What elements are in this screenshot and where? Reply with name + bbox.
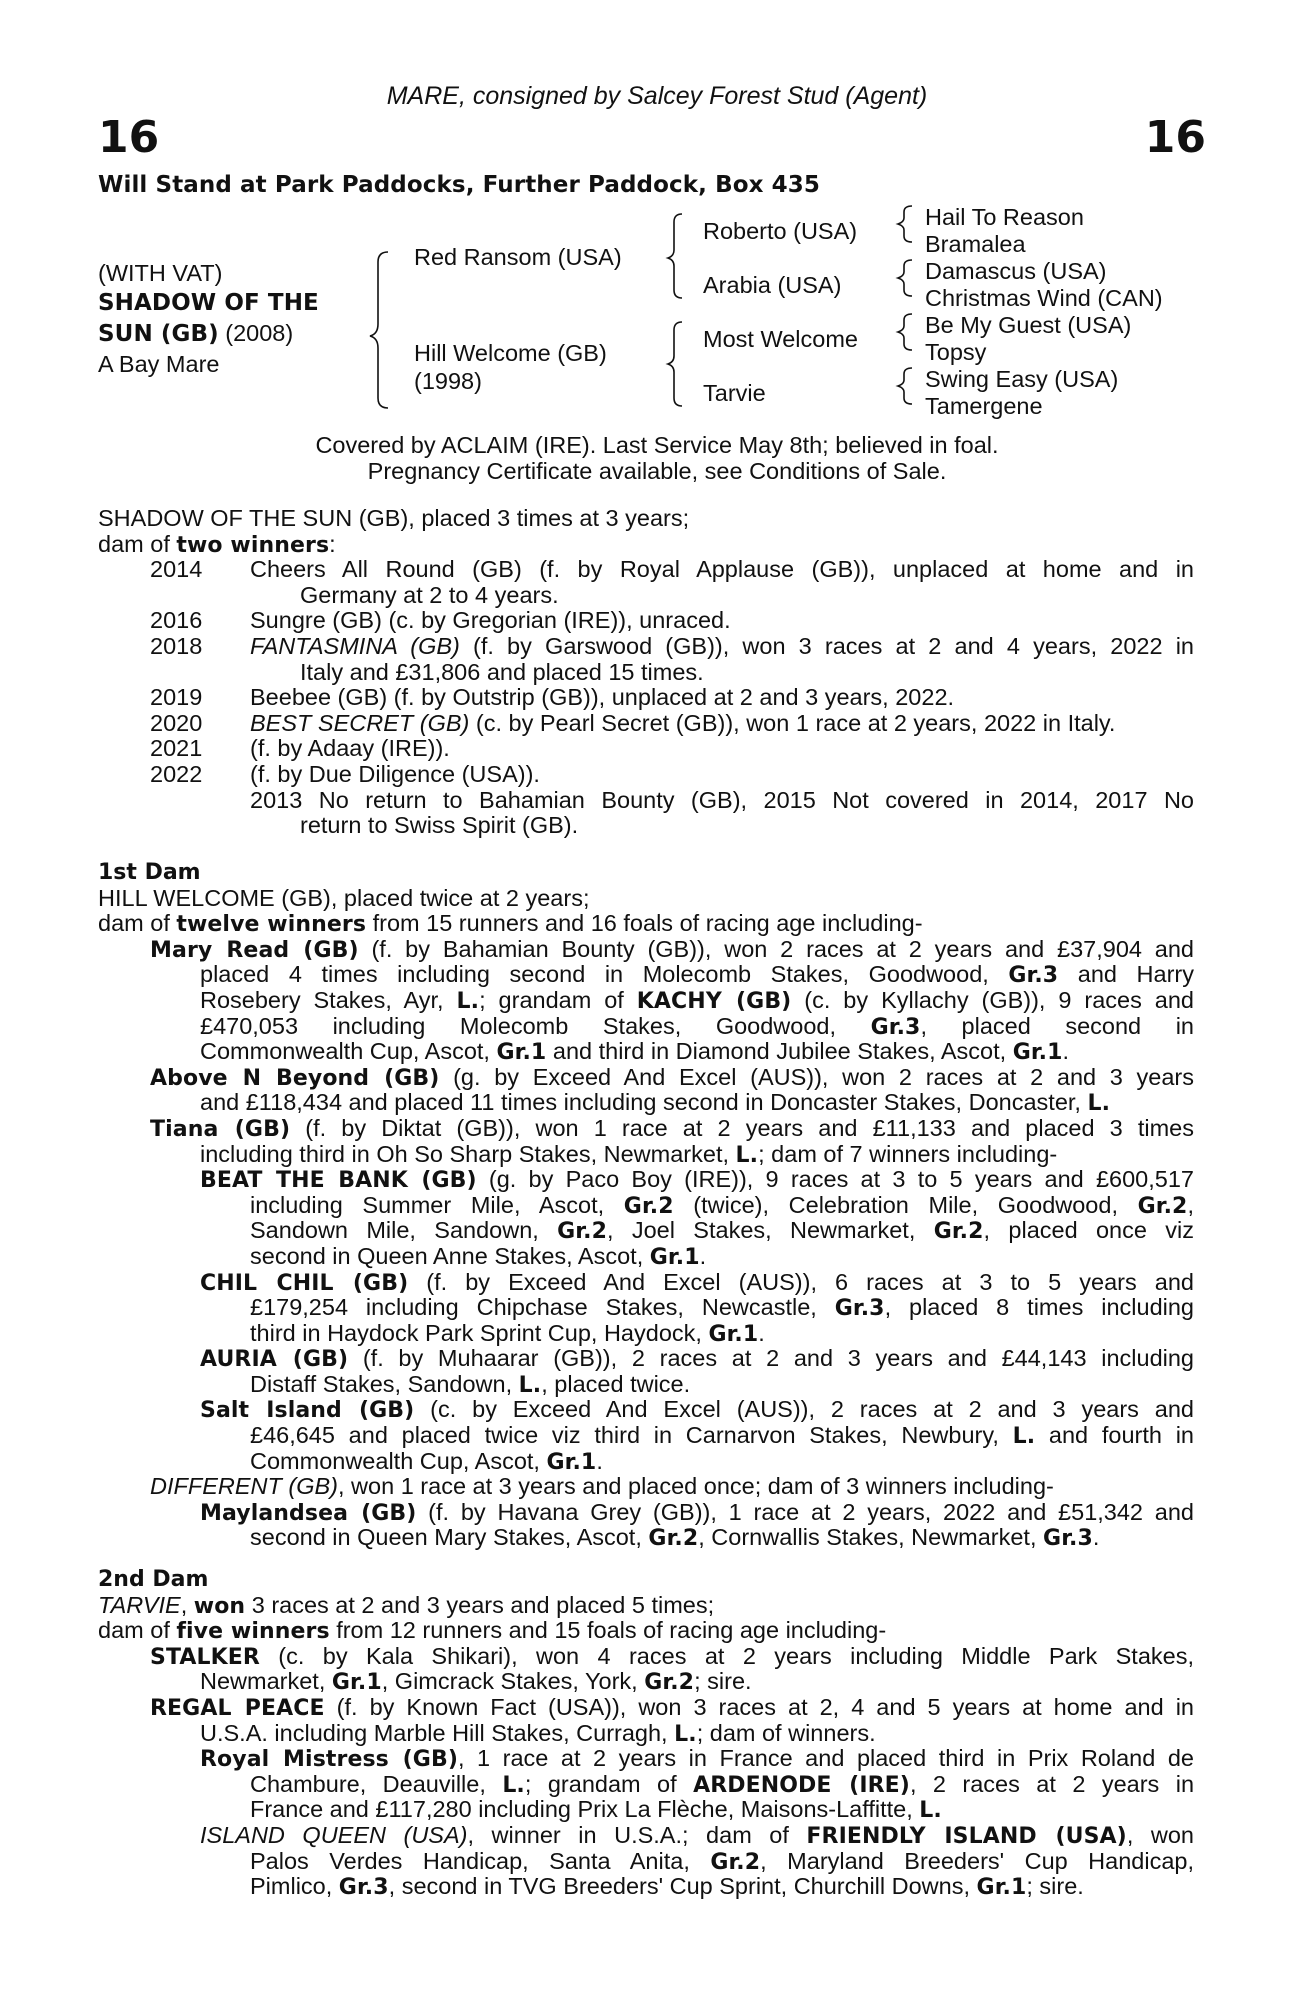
grade: Gr.1 xyxy=(1012,1040,1063,1066)
text-bold: twelve winners xyxy=(176,912,367,938)
entry-salt-island-cont xyxy=(98,1449,1194,1475)
entry-different xyxy=(98,1474,1194,1500)
dam-name: Hill Welcome (GB) xyxy=(414,340,607,366)
horse-name: Mary Read (GB) xyxy=(150,937,359,963)
produce-text: (c. by Pearl Secret (GB)), won 1 race at 2 years, 2022 in Italy. xyxy=(469,709,1116,736)
produce-2018-cont: Italy and £31,806 and placed 15 times. xyxy=(300,658,704,685)
produce-dam-of xyxy=(98,532,1194,558)
grade: Gr.3 xyxy=(1008,963,1059,988)
text: and fourth in xyxy=(1035,1423,1194,1449)
listed: L. xyxy=(735,1142,759,1168)
text: , Joel Stakes, Newmarket, xyxy=(606,1218,934,1244)
text-bold: won xyxy=(193,1593,246,1619)
text: third in Haydock Park Sprint Cup, Haydock, xyxy=(250,1319,709,1346)
text: , winner in U.S.A.; dam of xyxy=(467,1822,807,1848)
produce-2021 xyxy=(98,736,1194,762)
first-dam-section xyxy=(98,860,1194,1551)
text: dam of xyxy=(98,910,177,937)
entry-maylandsea-cont xyxy=(98,1525,1194,1551)
grade: Gr.1 xyxy=(708,1321,759,1347)
produce-notes-cont: return to Swiss Spirit (GB). xyxy=(300,812,579,839)
stand-location: Will Stand at Park Paddocks, Further Paddock, Box 435 xyxy=(98,172,820,198)
text: , placed twice. xyxy=(541,1370,691,1397)
horse-name: Maylandsea (GB) xyxy=(200,1500,417,1526)
listed: L. xyxy=(919,1798,942,1824)
dam-sire: Most Welcome xyxy=(703,326,858,352)
grade: Gr.1 xyxy=(976,1875,1027,1901)
text: dam of xyxy=(98,530,177,557)
second-dam-line2 xyxy=(98,1618,1194,1644)
horse-name: Tiana (GB) xyxy=(150,1116,291,1142)
text-bold: five winners xyxy=(176,1619,330,1645)
entry-beat-the-bank xyxy=(98,1167,1194,1193)
entry-royal-mistress-cont xyxy=(98,1772,1194,1798)
brace-dd xyxy=(898,368,912,404)
entry-beat-the-bank-cont xyxy=(98,1218,1194,1244)
year: 2018 xyxy=(150,632,203,659)
text: (f. by Exceed And Excel (AUS)), 6 races at 3 to 5 years and xyxy=(408,1269,1194,1295)
entry-royal-mistress-cont xyxy=(98,1797,1194,1823)
first-dam-line1: HILL WELCOME (GB), placed twice at 2 years; xyxy=(98,884,590,911)
text-bold: two winners xyxy=(176,532,330,558)
produce-text: (f. by Garswood (GB)), won 3 races at 2 and 4 years, 2022 in xyxy=(459,633,1194,659)
text: ; dam of 7 winners including- xyxy=(758,1140,1058,1167)
horse-name: Royal Mistress (GB) xyxy=(200,1747,458,1772)
year: 2022 xyxy=(150,760,203,787)
grade: Gr.3 xyxy=(834,1296,885,1321)
horse-name: BEAT THE BANK (GB) xyxy=(200,1168,477,1193)
entry-tiana xyxy=(98,1116,1194,1142)
entry-beat-the-bank-cont xyxy=(98,1193,1194,1219)
entry-salt-island xyxy=(98,1397,1194,1423)
text: , Gimcrack Stakes, York, xyxy=(381,1668,645,1695)
text: (f. by Havana Grey (GB)), 1 race at 2 years, 2022 and £51,342 and xyxy=(416,1499,1194,1525)
consignment-line: MARE, consigned by Salcey Forest Stud (Agent) xyxy=(386,82,928,110)
text: ; grandam of xyxy=(479,987,637,1013)
horse-name: DIFFERENT (GB) xyxy=(150,1473,338,1500)
text: , 1 race at 2 years in France and placed third in Prix Roland de xyxy=(457,1746,1194,1772)
horse-name: FRIENDLY ISLAND (USA) xyxy=(806,1823,1127,1849)
text: (g. by Paco Boy (IRE)), 9 races at 3 to 5 years and £600,517 xyxy=(476,1167,1194,1193)
produce-text: Beebee (GB) (f. by Outstrip (GB)), unplaced at 2 and 3 years, 2022. xyxy=(250,684,955,711)
entry-mary-read xyxy=(98,937,1194,963)
text: (f. by Diktat (GB)), won 1 race at 2 years and £11,133 and placed 3 times xyxy=(290,1115,1194,1141)
grade: Gr.2 xyxy=(623,1193,674,1219)
text: £46,645 and placed twice viz third in Carnarvon Stakes, Newbury, xyxy=(250,1423,1013,1449)
horse-name: Salt Island (GB) xyxy=(200,1398,415,1424)
year: 2019 xyxy=(150,684,203,711)
horse-name: FANTASMINA (GB) xyxy=(250,633,460,659)
grade: Gr.2 xyxy=(933,1219,984,1244)
text: Palos Verdes Handicap, Santa Anita, xyxy=(250,1848,711,1874)
horse-name-line2: SUN (GB) xyxy=(98,321,219,347)
listed: L. xyxy=(502,1772,525,1798)
text: . xyxy=(596,1447,603,1474)
produce-text: (f. by Due Diligence (USA)). xyxy=(250,760,540,787)
entry-beat-the-bank-cont xyxy=(98,1244,1194,1270)
produce-text: Cheers All Round (GB) (f. by Royal Applause (GB)), unplaced at home and in xyxy=(250,557,1194,583)
text: , xyxy=(180,1591,194,1618)
pedigree-braces xyxy=(0,0,1314,420)
year: 2021 xyxy=(150,735,203,762)
text: . xyxy=(1062,1038,1070,1065)
text: from 15 runners and 16 foals of racing age including- xyxy=(366,910,923,937)
text: (f. by Muhaarar (GB)), 2 races at 2 and 3 years and £44,143 including xyxy=(348,1346,1194,1372)
listed: L. xyxy=(456,988,480,1014)
first-dam-line2 xyxy=(98,911,1194,937)
text: (c. by Kala Shikari), won 4 races at 2 years including Middle Park Stakes, xyxy=(259,1643,1194,1669)
text: . xyxy=(758,1319,765,1346)
text: £179,254 including Chipchase Stakes, Newcastle, xyxy=(250,1295,835,1321)
text: Rosebery Stakes, Ayr, xyxy=(200,987,457,1013)
ssd: Bramalea xyxy=(925,231,1026,257)
lot-number-left: 16 xyxy=(98,112,160,163)
horse-name: KACHY (GB) xyxy=(636,988,792,1014)
dds: Swing Easy (USA) xyxy=(925,366,1119,392)
text: Chambure, Deauville, xyxy=(250,1771,503,1797)
text: , placed 8 times including xyxy=(884,1295,1194,1321)
sire-parents-brace xyxy=(668,214,682,298)
text: ; grandam of xyxy=(524,1771,694,1797)
text: second in Queen Mary Stakes, Ascot, xyxy=(250,1524,649,1551)
second-dam-section xyxy=(98,1567,1194,1900)
entry-chil-chil xyxy=(98,1270,1194,1296)
text: , placed once viz xyxy=(983,1218,1194,1244)
produce-2018 xyxy=(98,634,1194,660)
grade: Gr.2 xyxy=(648,1526,699,1552)
entry-mary-read-cont xyxy=(98,962,1194,988)
text: second in Queen Anne Stakes, Ascot, xyxy=(250,1242,650,1269)
listed: L. xyxy=(1012,1424,1036,1449)
text: (c. by Kyllachy (GB)), 9 races and xyxy=(791,987,1194,1013)
text: and third in Diamond Jubilee Stakes, Ascot, xyxy=(546,1038,1013,1065)
grade: Gr.1 xyxy=(331,1670,382,1696)
produce-intro: SHADOW OF THE SUN (GB), placed 3 times at 3 years; xyxy=(98,505,690,531)
second-dam-line1 xyxy=(98,1593,1194,1619)
entry-above-n-beyond-cont xyxy=(98,1090,1194,1116)
horse-year: (2008) xyxy=(218,320,294,346)
entry-island-queen-cont xyxy=(98,1874,1194,1900)
entry-island-queen xyxy=(98,1823,1194,1849)
entry-stalker-cont xyxy=(98,1669,1194,1695)
horse-name-line1: SHADOW OF THE xyxy=(98,290,319,316)
brace-ss xyxy=(898,206,912,242)
produce-2014 xyxy=(98,557,1194,583)
text: ; sire. xyxy=(1026,1873,1084,1900)
text: Commonwealth Cup, Ascot, xyxy=(250,1447,547,1474)
sire-dam-brace xyxy=(370,252,388,408)
dam-parents-brace xyxy=(668,322,682,406)
grade: Gr.2 xyxy=(1137,1193,1188,1219)
entry-salt-island-cont xyxy=(98,1423,1194,1449)
text: ; dam of winners. xyxy=(696,1719,876,1746)
second-dam-heading: 2nd Dam xyxy=(98,1567,209,1592)
text: , 2 races at 2 years in xyxy=(909,1771,1194,1797)
entry-chil-chil-cont xyxy=(98,1295,1194,1321)
text: (g. by Exceed And Excel (AUS)), won 2 races at 2 and 3 years xyxy=(439,1064,1194,1090)
text: 3 races at 2 and 3 years and placed 5 times; xyxy=(245,1591,715,1618)
grade: Gr.1 xyxy=(546,1449,597,1475)
text: , won 1 race at 3 years and placed once; dam of 3 winners including- xyxy=(338,1473,1054,1500)
horse-name: ARDENODE (IRE) xyxy=(693,1772,910,1798)
listed: L. xyxy=(518,1372,542,1398)
year: 2020 xyxy=(150,709,203,736)
entry-maylandsea xyxy=(98,1500,1194,1526)
text: France and £117,280 including Prix La Flèche, Maisons-Laffitte, xyxy=(250,1796,920,1823)
horse-name: ISLAND QUEEN (USA) xyxy=(200,1822,468,1848)
grade: Gr.1 xyxy=(649,1244,700,1270)
covering-line1: Covered by ACLAIM (IRE). Last Service May 8th; believed in foal. xyxy=(315,432,999,458)
sire-sire: Roberto (USA) xyxy=(703,218,858,244)
produce-2016 xyxy=(98,608,1194,634)
dam-year: (1998) xyxy=(414,368,482,394)
brace-ds xyxy=(898,314,912,350)
grade: Gr.3 xyxy=(1043,1526,1093,1552)
text: including Summer Mile, Ascot, xyxy=(250,1192,624,1218)
grade: Gr.2 xyxy=(710,1849,761,1875)
horse-name: STALKER xyxy=(150,1644,260,1670)
dam-dam: Tarvie xyxy=(703,380,766,406)
entry-mary-read-cont xyxy=(98,1039,1194,1065)
ddd: Tamergene xyxy=(925,393,1043,419)
produce-record xyxy=(98,506,1194,839)
entry-island-queen-cont xyxy=(98,1849,1194,1875)
text: Newmarket, xyxy=(200,1668,332,1695)
sdd: Christmas Wind (CAN) xyxy=(925,285,1163,311)
listed: L. xyxy=(1087,1091,1111,1117)
text: dam of xyxy=(98,1617,177,1644)
grade: Gr.3 xyxy=(870,1014,921,1040)
covering-note xyxy=(0,432,1314,484)
dss: Be My Guest (USA) xyxy=(925,312,1132,338)
horse-name: REGAL PEACE xyxy=(150,1695,325,1721)
text: placed 4 times including second in Molecomb Stakes, Goodwood, xyxy=(200,962,1009,988)
entry-auria-cont xyxy=(98,1372,1194,1398)
entry-chil-chil-cont xyxy=(98,1321,1194,1347)
produce-notes xyxy=(98,788,1194,814)
text: from 12 runners and 15 foals of racing age including- xyxy=(329,1617,887,1644)
text: Distaff Stakes, Sandown, xyxy=(250,1370,519,1397)
entry-tiana-cont xyxy=(98,1142,1194,1168)
text: and £118,434 and placed 11 times including second in Doncaster Stakes, Doncaster, xyxy=(200,1089,1088,1116)
entry-above-n-beyond xyxy=(98,1065,1194,1091)
entry-mary-read-cont xyxy=(98,1014,1194,1040)
produce-text: (f. by Adaay (IRE)). xyxy=(250,735,450,762)
sss: Hail To Reason xyxy=(925,204,1084,230)
text: , second in TVG Breeders' Cup Sprint, Churchill Downs, xyxy=(388,1873,977,1900)
text: . xyxy=(699,1242,707,1269)
brace-sd xyxy=(898,260,912,296)
text: (twice), Celebration Mile, Goodwood, xyxy=(673,1192,1138,1218)
produce-2014-cont: Germany at 2 to 4 years. xyxy=(300,581,559,608)
entry-auria xyxy=(98,1346,1194,1372)
produce-2022 xyxy=(98,762,1194,788)
horse-name: Above N Beyond (GB) xyxy=(150,1065,440,1091)
sire-dam: Arabia (USA) xyxy=(703,272,842,298)
text: ; sire. xyxy=(694,1668,752,1695)
horse-description: A Bay Mare xyxy=(98,351,220,377)
text: and Harry xyxy=(1058,962,1194,988)
first-dam-heading: 1st Dam xyxy=(98,860,201,885)
produce-text: 2013 No return to Bahamian Bounty (GB), 2015 Not covered in 2014, 2017 No xyxy=(250,787,1194,813)
sds: Damascus (USA) xyxy=(925,258,1107,284)
text: (f. by Known Fact (USA)), won 3 races at 2, 4 and 5 years at home and in xyxy=(324,1694,1194,1720)
horse-name: AURIA (GB) xyxy=(200,1347,349,1372)
lot-number-right: 16 xyxy=(1144,112,1206,163)
text: , Cornwallis Stakes, Newmarket, xyxy=(698,1524,1044,1551)
listed: L. xyxy=(674,1721,697,1747)
text: , xyxy=(1187,1192,1194,1218)
text: Sandown Mile, Sandown, xyxy=(250,1218,558,1244)
grade: Gr.2 xyxy=(557,1219,607,1244)
produce-text: Sungre (GB) (c. by Gregorian (IRE)), unraced. xyxy=(250,607,731,634)
entry-royal-mistress xyxy=(98,1746,1194,1772)
produce-2019 xyxy=(98,685,1194,711)
covering-line2: Pregnancy Certificate available, see Conditions of Sale. xyxy=(367,458,947,484)
entry-stalker xyxy=(98,1644,1194,1670)
text: , Maryland Breeders' Cup Handicap, xyxy=(760,1848,1194,1874)
year: 2016 xyxy=(150,607,203,634)
sire-name: Red Ransom (USA) xyxy=(414,244,622,270)
text: (c. by Exceed And Excel (AUS)), 2 races at 2 and 3 years and xyxy=(414,1397,1194,1423)
text: Commonwealth Cup, Ascot, xyxy=(200,1038,497,1065)
text: Pimlico, xyxy=(250,1873,339,1900)
horse-name: BEST SECRET (GB) xyxy=(250,709,470,736)
entry-regal-peace-cont xyxy=(98,1721,1194,1747)
grade: Gr.1 xyxy=(496,1040,547,1066)
text: , won xyxy=(1126,1822,1194,1848)
text: £470,053 including Molecomb Stakes, Goodwood, xyxy=(200,1013,871,1039)
text: U.S.A. including Marble Hill Stakes, Curragh, xyxy=(200,1719,675,1746)
grade: Gr.2 xyxy=(644,1670,695,1696)
horse-name: CHIL CHIL (GB) xyxy=(200,1270,409,1296)
produce-2020 xyxy=(98,711,1194,737)
entry-mary-read-cont xyxy=(98,988,1194,1014)
grade: Gr.3 xyxy=(338,1875,389,1901)
text: . xyxy=(1092,1524,1100,1551)
year: 2014 xyxy=(150,556,203,583)
horse-name: TARVIE xyxy=(98,1591,181,1618)
vat-label: (WITH VAT) xyxy=(98,260,223,286)
text: including third in Oh So Sharp Stakes, Newmarket, xyxy=(200,1140,736,1167)
dsd: Topsy xyxy=(925,339,987,365)
text: , placed second in xyxy=(920,1013,1194,1039)
text: (f. by Bahamian Bounty (GB)), won 2 races at 2 years and £37,904 and xyxy=(358,936,1194,962)
entry-regal-peace xyxy=(98,1695,1194,1721)
text: : xyxy=(329,530,336,557)
